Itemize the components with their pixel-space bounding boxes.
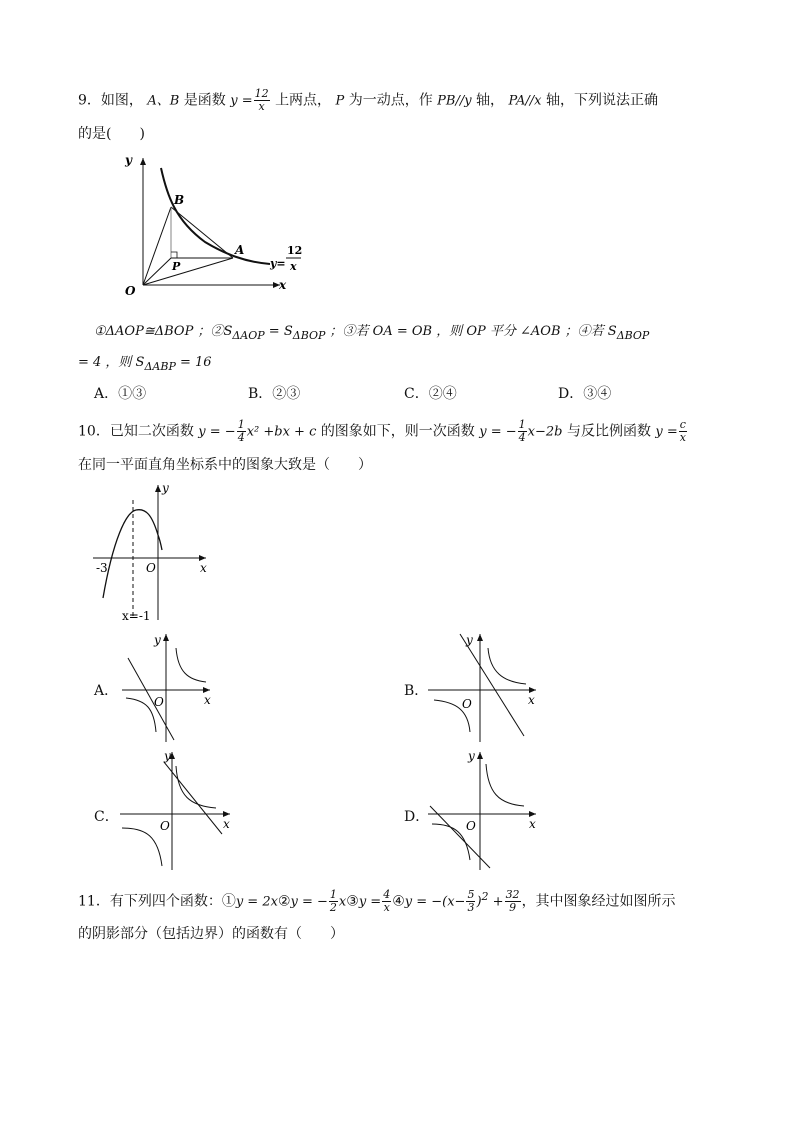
q10-option-b[interactable]: B．: [404, 683, 429, 699]
qb-line: [460, 634, 524, 736]
q10-frac3: $\frac{c}{x}$: [679, 418, 686, 444]
q9-label-x: x: [279, 278, 287, 292]
q9-func-y: y =: [230, 93, 253, 109]
q11-frac4b: $\frac{32}{9}$: [505, 888, 520, 915]
q11-line2: 的阴影部分（包括边界）的函数有（ ）: [78, 926, 344, 942]
q9-label-A: A: [235, 243, 245, 257]
q9-figure: [115, 150, 315, 300]
q10-line2: 在同一平面直角坐标系中的图象大致是（ ）: [78, 457, 372, 473]
q10-option-c[interactable]: C．: [94, 809, 119, 825]
q9-label-y: y: [125, 153, 132, 167]
q9-text: 轴，下列说法正确: [545, 92, 658, 109]
q9-statements-1: ①ΔAOP≅ΔBOP ；$②S_{\Delta AOP} = S_{\Delta BOP}$ ；③若 OA = OB ，则 OP 平分 ∠AOB ；④若 $S_{\Delta BOP}$: [94, 324, 650, 342]
qa-hyperbola-q3: [126, 698, 156, 732]
q9-PA: PA//x: [508, 93, 542, 109]
q10-line1: 10．已知二次函数 y = − $\frac{1}{4}$ x² +bx + c 的图象如下，则一次函数 y = − $\frac{1}{4}$ x−2b 与反比例函数 y = $\frac{c}{x}$: [78, 418, 686, 444]
q9-BA: [171, 207, 233, 258]
qc-hyperbola-q3: [122, 828, 162, 866]
q11-line1: 11．有下列四个函数：①y = 2x②y = − $\frac{1}{2}$ x③y = $\frac{4}{x}$ ④y = −(x− $\frac{5}{3}$ )$^2$ + $\frac{32}{9}$ ，其中图象经过如图所示: [78, 888, 676, 915]
q9-text: 上两点，: [275, 92, 332, 109]
qb-hyperbola-q1: [488, 648, 526, 684]
qa-label-O: O: [154, 695, 164, 709]
q9-line2: 的是( ): [78, 126, 145, 142]
q10-option-b-graph[interactable]: [428, 630, 543, 745]
qc-label-x: x: [223, 817, 230, 831]
q11-frac4a: $\frac{5}{3}$: [467, 888, 475, 915]
qa-label-y: y: [154, 633, 161, 647]
q9-option-d[interactable]: D．③④: [558, 386, 612, 402]
q10-main-label-y: y: [162, 481, 169, 495]
q10-main-label-neg3: -3: [96, 561, 108, 575]
q10-option-a-graph[interactable]: [118, 630, 218, 745]
q10-option-d-graph[interactable]: [428, 748, 543, 873]
qb-label-y: y: [466, 633, 473, 647]
qb-label-O: O: [462, 697, 472, 711]
q9-option-b[interactable]: B．②③: [248, 386, 301, 402]
q10-main-label-xeq: x=-1: [122, 609, 151, 623]
q9-line1: [78, 88, 658, 113]
q10-main-label-x: x: [200, 561, 207, 575]
q10-frac2: $\frac{1}{4}$: [518, 418, 526, 444]
qd-label-x: x: [529, 817, 536, 831]
q11-frac3: $\frac{4}{x}$: [383, 888, 391, 915]
q10-option-c-graph[interactable]: [118, 748, 238, 873]
q9-func-frac: $\frac{12}{x}$: [254, 87, 269, 113]
q9-text: 9．如图，: [78, 92, 143, 109]
q9-P: P: [335, 93, 345, 109]
qd-hyperbola-q1: [486, 764, 524, 806]
q9-OB: [143, 207, 171, 285]
q9-right-angle: [171, 252, 177, 258]
qa-label-x: x: [204, 693, 211, 707]
q9-text: 为一动点，作: [348, 92, 433, 109]
q10-option-d[interactable]: D．: [404, 809, 430, 825]
q9-statements-2: = 4 ，则 $S_{\Delta ABP} = 16$: [78, 355, 212, 373]
qc-label-y: y: [164, 749, 171, 763]
q9-hyperbola: [161, 168, 270, 264]
q9-label-O: O: [125, 284, 136, 298]
qd-line: [430, 806, 490, 868]
qc-label-O: O: [160, 819, 170, 833]
qc-line: [164, 762, 222, 834]
q9-PB: PB//y: [437, 93, 472, 109]
q9-text: 轴，: [476, 92, 505, 109]
q9-option-a[interactable]: A．①③: [94, 386, 147, 402]
q11-frac2: $\frac{1}{2}$: [329, 888, 337, 915]
qa-line: [128, 658, 174, 740]
q10-main-label-O: O: [146, 561, 156, 575]
q9-label-P: P: [172, 260, 181, 273]
q9-curve-num: 12: [287, 244, 303, 257]
q10-main-figure: [88, 480, 218, 625]
qd-label-O: O: [466, 819, 476, 833]
q9-label-B: B: [174, 193, 185, 207]
q9-curve-label: y=: [270, 257, 286, 270]
q10-frac1: $\frac{1}{4}$: [237, 418, 245, 444]
q9-text: 是函数: [183, 92, 226, 109]
qd-label-y: y: [468, 749, 475, 763]
qa-hyperbola-q1: [176, 648, 206, 682]
q9-curve-den: x: [290, 260, 297, 273]
q11-func1: y = 2x: [235, 894, 278, 910]
q10-option-a[interactable]: A．: [94, 683, 119, 699]
q9-points: A、B: [147, 93, 180, 109]
q9-option-c[interactable]: C．②④: [404, 386, 457, 402]
qb-label-x: x: [528, 693, 535, 707]
